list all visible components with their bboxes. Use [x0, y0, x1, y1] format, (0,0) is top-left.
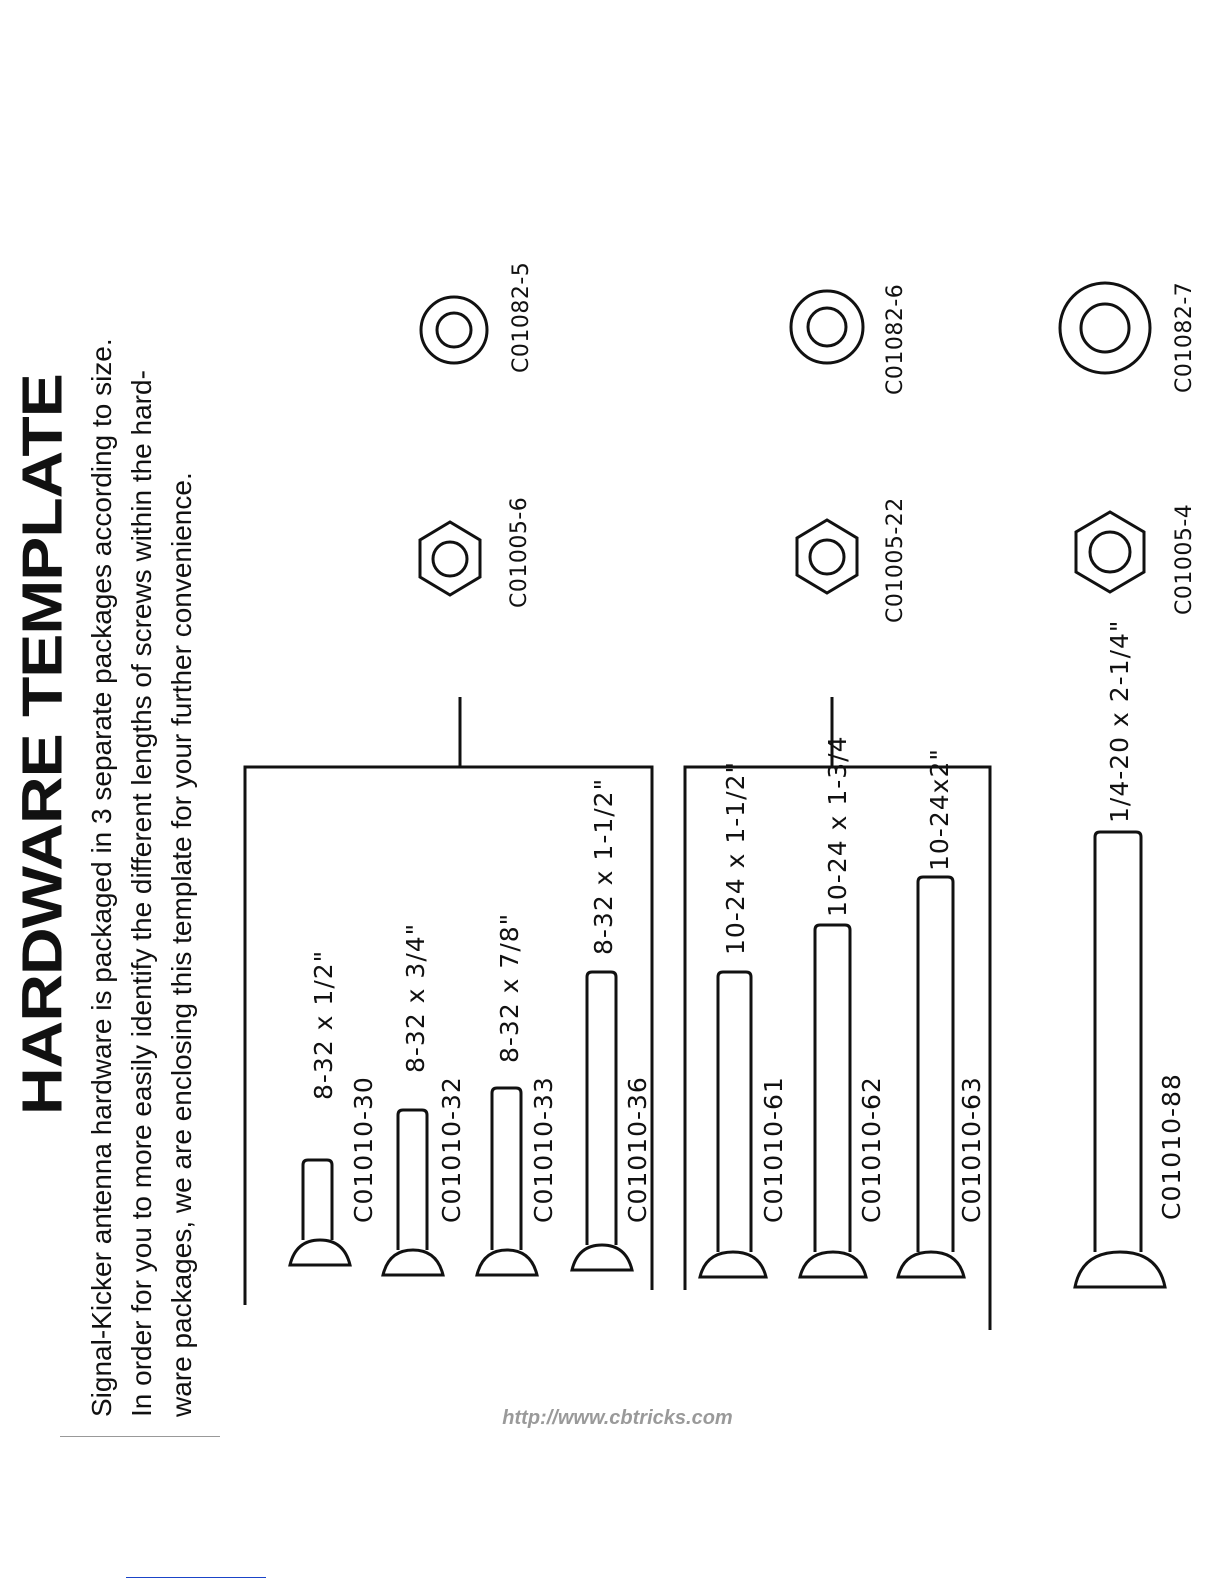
screw-part-label: C01010-36 — [623, 1076, 652, 1223]
screw-drawing — [477, 1088, 537, 1275]
washer-drawing — [791, 291, 863, 363]
screw-drawing — [898, 877, 964, 1277]
washer-part-label: C01082-6 — [883, 283, 908, 395]
screw-part-label: C01010-32 — [437, 1076, 466, 1223]
washer-drawing — [421, 297, 487, 363]
footer-url[interactable] — [0, 1407, 1225, 1430]
intro-line: In order for you to more easily identify the different lengths of screws within the hard- — [126, 370, 157, 1417]
hex-nut-drawing — [797, 520, 857, 593]
intro-line: ware packages, we are enclosing this template for your further convenience. — [166, 472, 197, 1417]
screw-size-label: 8-32 x 1/2" — [309, 949, 338, 1100]
screw-size-label: 8-32 x 3/4" — [401, 922, 430, 1073]
screw-part-label: C01010-30 — [349, 1076, 378, 1223]
screw-drawing — [290, 1160, 350, 1265]
page-title: HARDWARE TEMPLATE — [10, 374, 74, 1115]
bottom-link-underline — [126, 1577, 266, 1578]
screw-part-label: C01010-63 — [957, 1076, 986, 1223]
washer-part-label: C01082-7 — [1172, 281, 1197, 393]
screw-drawing — [700, 972, 766, 1277]
nut-part-label: C01005-6 — [507, 496, 532, 608]
screw-size-label: 8-32 x 7/8" — [495, 912, 524, 1063]
screw-size-label: 1/4-20 x 2-1/4" — [1105, 619, 1134, 823]
hex-nut-drawing — [420, 522, 480, 595]
screw-drawing — [1075, 832, 1165, 1287]
screw-size-label: 10-24x2" — [925, 748, 954, 871]
hex-nut-drawing — [1076, 512, 1144, 592]
screw-drawing — [383, 1110, 443, 1275]
nut-part-label: C01005-4 — [1172, 503, 1197, 615]
screw-part-label: C01010-88 — [1157, 1073, 1186, 1220]
nut-part-label: C01005-22 — [883, 497, 908, 623]
screw-part-label: C01010-33 — [529, 1076, 558, 1223]
screw-size-label: 8-32 x 1-1/2" — [589, 777, 618, 955]
screw-size-label: 10-24 x 1-1/2" — [721, 761, 750, 955]
washer-part-label: C01082-5 — [509, 261, 534, 373]
screw-part-label: C01010-62 — [857, 1076, 886, 1223]
screw-size-label: 10-24 x 1-3/4 — [823, 735, 852, 917]
screw-part-label: C01010-61 — [759, 1076, 788, 1223]
intro-line: Signal-Kicker antenna hardware is packaged in 3 separate packages according to size. — [86, 338, 117, 1417]
washer-drawing — [1060, 283, 1150, 373]
margin-rule — [60, 1436, 220, 1437]
footer-link[interactable]: http://www.cbtricks.com — [502, 1407, 733, 1429]
